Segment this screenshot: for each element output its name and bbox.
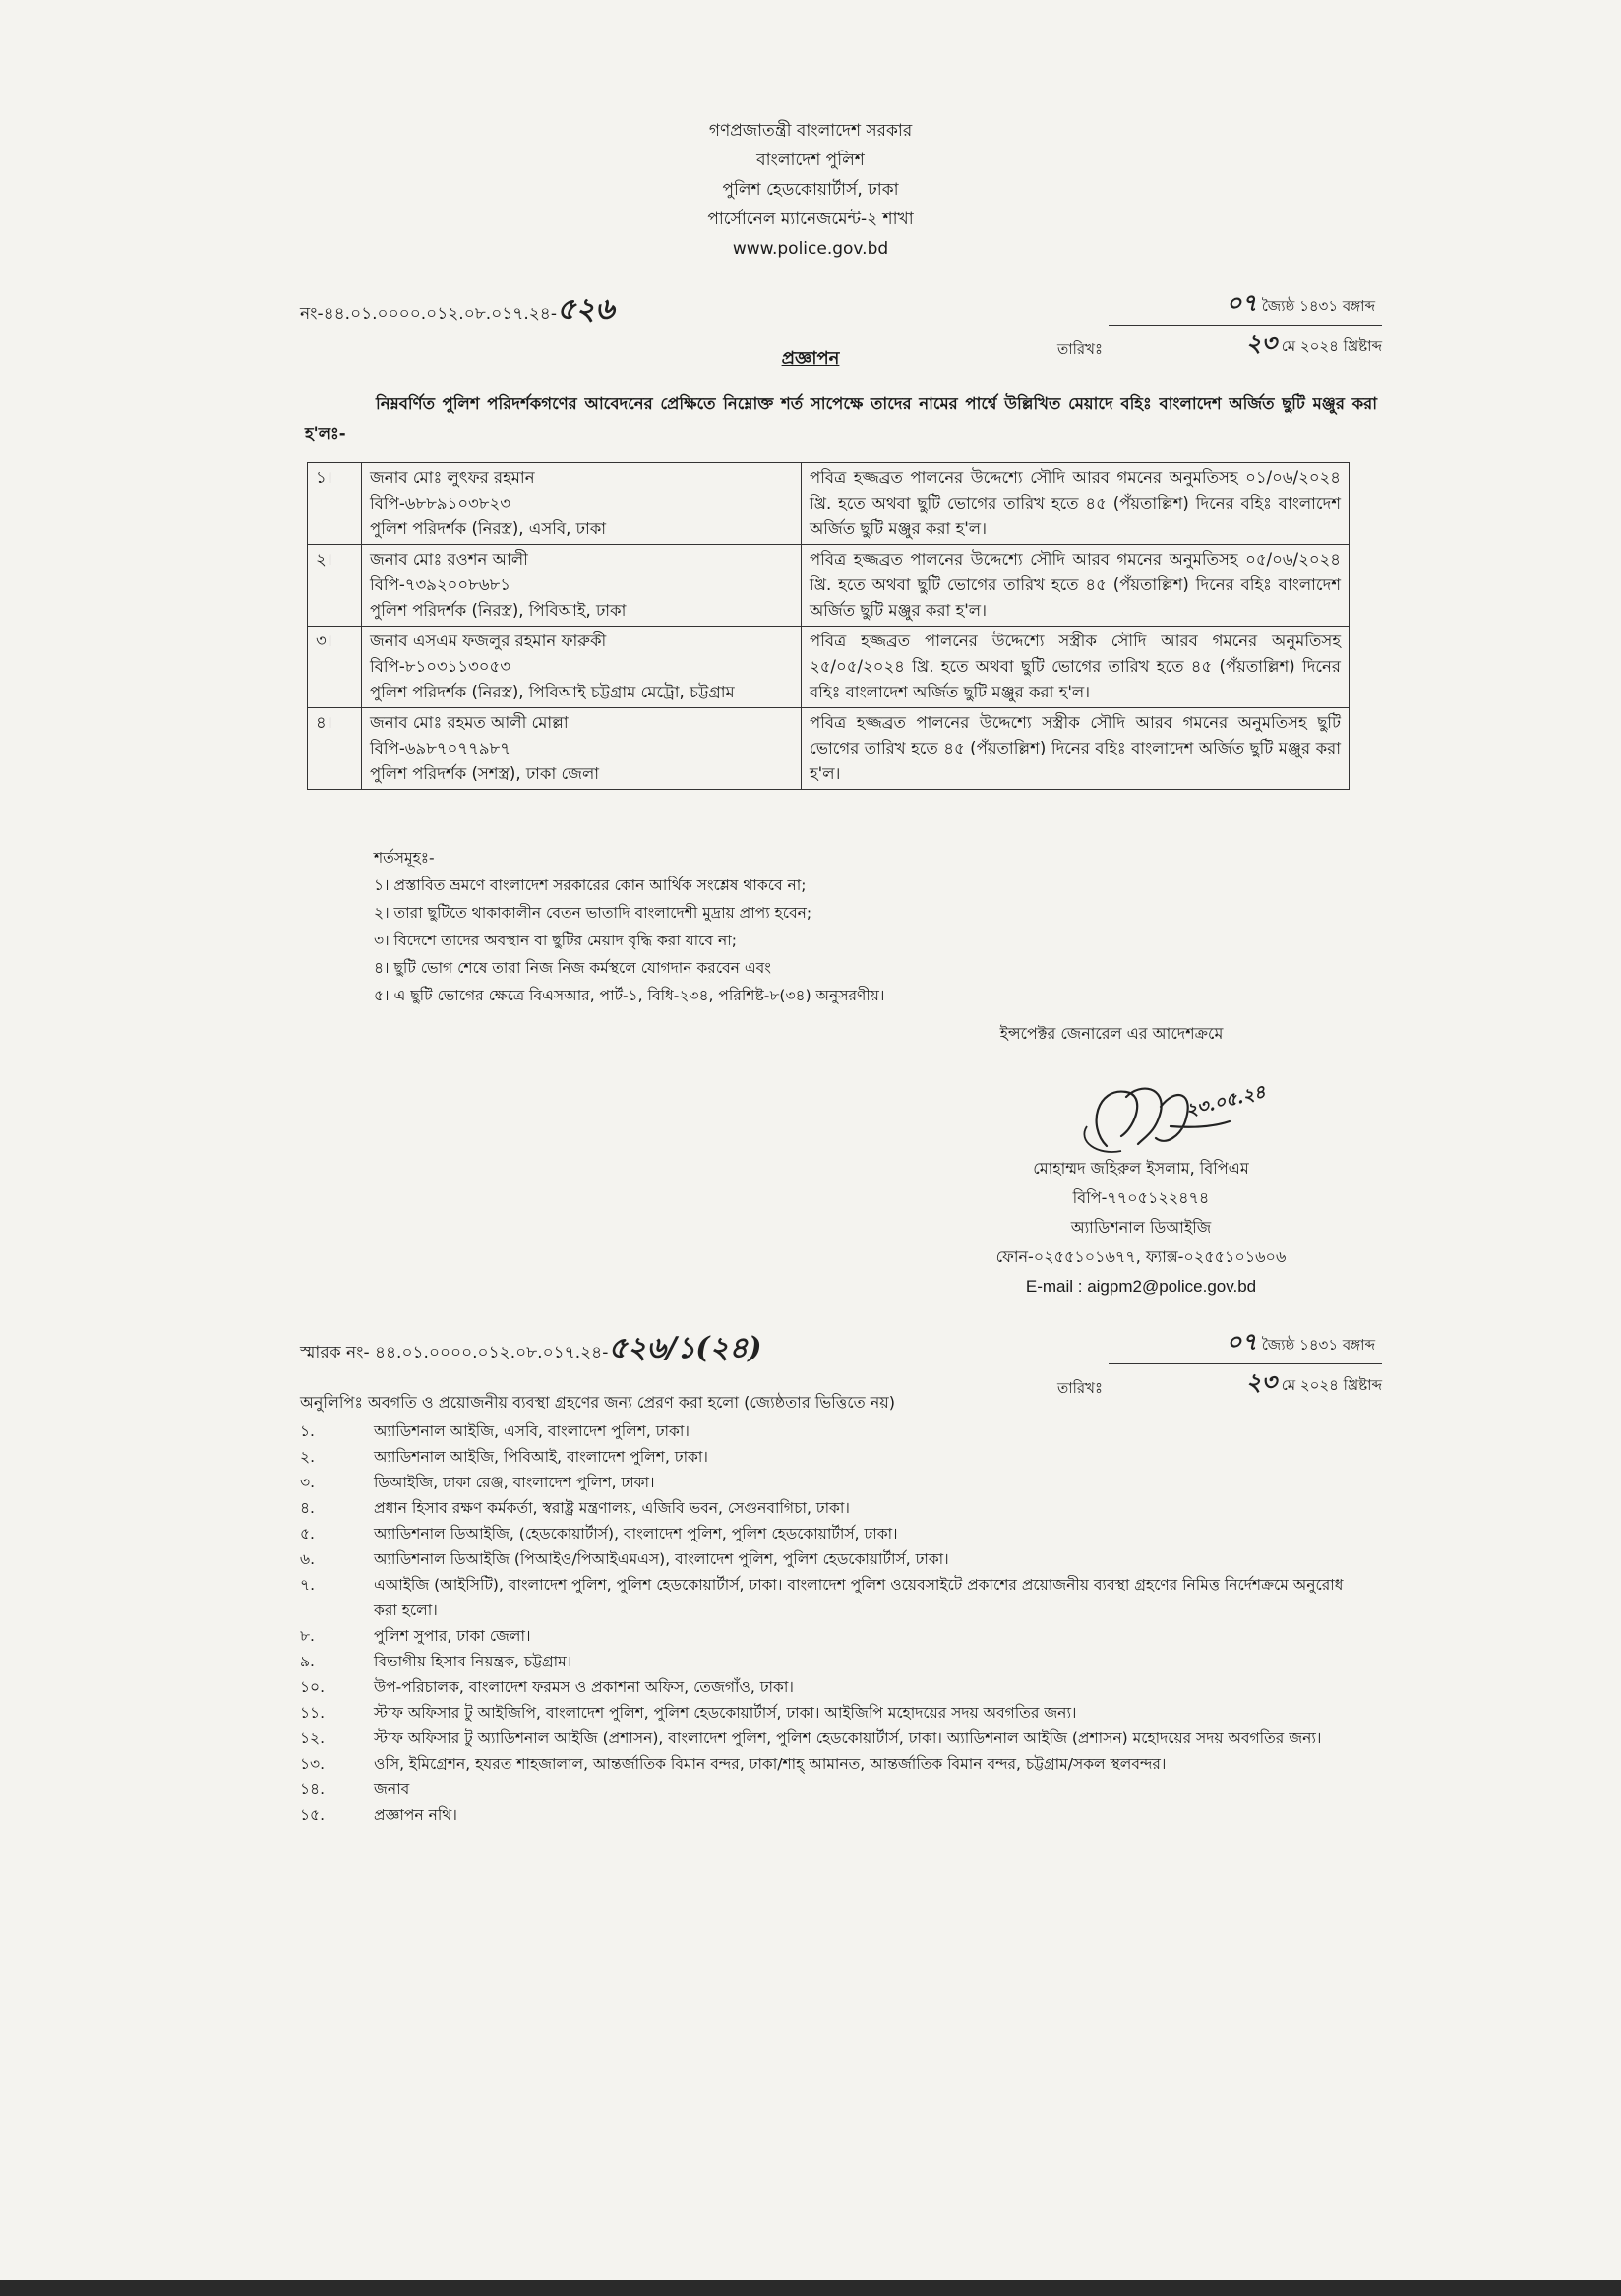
list-item-text: এআইজি (আইসিটি), বাংলাদেশ পুলিশ, পুলিশ হেডকোয়ার্টার্স, ঢাকা। বাংলাদেশ পুলিশ ওয়েবসাইটে প্রকাশের প্রয়োজনীয় ব্যবস্থা গ্রহণের নিমিত্ত নির্দেশক্রমে অনুরোধ করা হলো। [374, 1576, 1344, 1619]
list-item [300, 1802, 1382, 1828]
list-item-number: ১. [300, 1422, 315, 1440]
list-item-text: জনাব [374, 1781, 410, 1798]
list-item [300, 1419, 1382, 1444]
row-serial: ২। [308, 545, 362, 627]
list-item-text: প্রজ্ঞাপন নথি। [374, 1806, 457, 1824]
date2-label: তারিখঃ [1057, 1379, 1103, 1397]
officer-bp: বিপি-৬৯৮৭০৭৭৯৮৭ [370, 739, 510, 757]
branch-name: পার্সোনেল ম্যানেজমেন্ট-২ শাখা [707, 210, 914, 229]
distribution-list [300, 1419, 1382, 1828]
leave-table-wrap [307, 462, 1350, 790]
row-description: পবিত্র হজ্জব্রত পালনের উদ্দেশ্যে সস্ত্রীক সৌদি আরব গমনের অনুমতিসহ ২৫/০৫/২০২৪ খ্রি. হতে অথবা ছুটি ভোগের তারিখ হতে ৪৫ (পঁয়তাল্লিশ) দিনের বহিঃ বাংলাদেশ অর্জিত ছুটি মঞ্জুর করা হ'ল। [802, 627, 1350, 708]
list-item-number: ১৫. [300, 1806, 326, 1824]
date2-english: মে ২০২৪ খ্রিষ্টাব্দ [1281, 1376, 1382, 1394]
signatory-phone: ফোন-০২৫৫১০১৬৭৭, ফ্যাক্স-০২৫৫১০১৬০৬ [995, 1247, 1287, 1266]
condition-item: ২। তারা ছুটিতে থাকাকালীন বেতন ভাতাদি বাংলাদেশী মুদ্রায় প্রাপ্য হবেন; [374, 904, 812, 922]
signatory-designation: অ্যাডিশনাল ডিআইজি [1070, 1218, 1212, 1237]
list-item-text: উপ-পরিচালক, বাংলাদেশ ফরমস ও প্রকাশনা অফিস, তেজগাঁও, ঢাকা। [374, 1678, 794, 1696]
notice-title: প্রজ্ঞাপন [781, 348, 840, 369]
conditions [374, 844, 1003, 1009]
list-item [300, 1470, 1382, 1495]
officer-name: জনাব মোঃ লুৎফর রহমান [370, 468, 535, 487]
table-row [308, 708, 1350, 790]
list-item-text: পুলিশ সুপার, ঢাকা জেলা। [374, 1627, 531, 1645]
list-item-text: স্টাফ অফিসার টু অ্যাডিশনাল আইজি (প্রশাসন), বাংলাদেশ পুলিশ, পুলিশ হেডকোয়ার্টার্স, ঢাকা। অ্যাডিশনাল আইজি (প্রশাসন) মহোদয়ের সদয় অবগতির জন্য। [374, 1729, 1322, 1747]
officer-bp: বিপি-৮১০৩১১৩০৫৩ [370, 657, 510, 676]
table-row [308, 627, 1350, 708]
list-item [300, 1521, 1382, 1546]
signature-date: ২৩.০৫.২৪ [1183, 1081, 1268, 1121]
row-description: পবিত্র হজ্জব্রত পালনের উদ্দেশ্যে সস্ত্রীক সৌদি আরব গমনের অনুমতিসহ ছুটি ভোগের তারিখ হতে ৪৫ (পঁয়তাল্লিশ) দিনের বহিঃ বাংলাদেশ অর্জিত ছুটি মঞ্জুর করা হ'ল। [802, 708, 1350, 790]
list-item-number: ৩. [300, 1474, 316, 1491]
list-item-number: ৭. [300, 1576, 316, 1594]
govt-name: গণপ্রজাতন্ত্রী বাংলাদেশ সরকার [708, 121, 913, 141]
officer-bp: বিপি-৬৮৮৯১০৩৮২৩ [370, 494, 510, 513]
officer-post: পুলিশ পরিদর্শক (সশস্ত্র), ঢাকা জেলা [370, 764, 600, 783]
officer-name: জনাব মোঃ রওশন আলী [370, 550, 528, 569]
list-item [300, 1495, 1382, 1521]
scan-edge [0, 2280, 1621, 2296]
officer-post: পুলিশ পরিদর্শক (নিরস্ত্র), পিবিআই, ঢাকা [370, 601, 627, 620]
signatory-name: মোহাম্মদ জহিরুল ইসলাম, বিপিএম [1033, 1159, 1249, 1178]
list-item-number: ১১. [300, 1704, 326, 1722]
list-item [300, 1623, 1382, 1649]
leave-table-body [308, 463, 1350, 790]
list-item [300, 1777, 1382, 1802]
website-link[interactable]: www.police.gov.bd [732, 239, 889, 259]
list-item-number: ১০. [300, 1678, 326, 1696]
list-item-number: ৮. [300, 1627, 315, 1645]
order-line: ইন্সপেক্টর জেনারেল এর আদেশক্রমে [999, 1024, 1224, 1043]
row-description: পবিত্র হজ্জব্রত পালনের উদ্দেশ্যে সৌদি আরব গমনের অনুমতিসহ ০৫/০৬/২০২৪ খ্রি. হতে অথবা ছুটি ভোগের তারিখ হতে ৪৫ (পঁয়তাল্লিশ) দিনের বহিঃ বাংলাদেশ অর্জিত ছুটি মঞ্জুর করা হ'ল। [802, 545, 1350, 627]
list-item-text: বিভাগীয় হিসাব নিয়ন্ত্রক, চট্টগ্রাম। [374, 1653, 572, 1670]
memo-number-prefix: নং-৪৪.০১.০০০০.০১২.০৮.০১৭.২৪- [300, 304, 557, 324]
date-bangla: জ্যৈষ্ঠ ১৪৩১ বঙ্গাব্দ [1261, 297, 1375, 315]
memo-number [300, 292, 615, 329]
date2-bangla: জ্যৈষ্ঠ ১৪৩১ বঙ্গাব্দ [1261, 1336, 1375, 1354]
intro-paragraph: নিম্নবর্ণিত পুলিশ পরিদর্শকগণের আবেদনের প্রেক্ষিতে নিম্নোক্ত শর্ত সাপেক্ষে তাদের নামের পার্শ্বে উল্লিখিত মেয়াদে বহিঃ বাংলাদেশ অর্জিত ছুটি মঞ্জুর করা হ'লঃ- [305, 394, 1377, 443]
condition-item: ৫। এ ছুটি ভোগের ক্ষেত্রে বিএসআর, পার্ট-১, বিধি-২৩৪, পরিশিষ্ট-৮(৩৪) অনুসরণীয়। [374, 987, 885, 1004]
org-name: বাংলাদেশ পুলিশ [756, 151, 865, 170]
memo2-number [300, 1331, 762, 1367]
officer-bp: বিপি-৭৩৯২০০৮৬৮১ [370, 575, 510, 594]
list-item-text: স্টাফ অফিসার টু আইজিপি, বাংলাদেশ পুলিশ, পুলিশ হেডকোয়ার্টার্স, ঢাকা। আইজিপি মহোদয়ের সদয় অবগতির জন্য। [374, 1704, 1077, 1722]
officer-name: জনাব এসএম ফজলুর রহমান ফারুকী [370, 632, 607, 650]
leave-table [307, 462, 1350, 790]
row-serial: ৪। [308, 708, 362, 790]
list-item [300, 1649, 1382, 1674]
list-item-text: প্রধান হিসাব রক্ষণ কর্মকর্তা, স্বরাষ্ট্র মন্ত্রণালয়, এজিবি ভবন, সেগুনবাগিচা, ঢাকা। [374, 1499, 850, 1517]
signature-scribble [1067, 1067, 1303, 1166]
date2-bangla-day: ০৭ [1226, 1327, 1257, 1356]
table-row [308, 545, 1350, 627]
officer-name: জনাব মোঃ রহমত আলী মোল্লা [370, 713, 569, 732]
date-label: তারিখঃ [1057, 340, 1103, 358]
list-item-number: ১৪. [300, 1781, 326, 1798]
date2-english-day: ২৩ [1245, 1367, 1277, 1396]
memo2-number-prefix: স্মারক নং- ৪৪.০১.০০০০.০১২.০৮.০১৭.২৪- [300, 1343, 609, 1362]
date-english-day: ২৩ [1245, 329, 1277, 357]
list-item-text: অ্যাডিশনাল ডিআইজি (পিআইও/পিআইএমএস), বাংলাদেশ পুলিশ, পুলিশ হেডকোয়ার্টার্স, ঢাকা। [374, 1550, 949, 1568]
signature-block [915, 1154, 1367, 1301]
row-officer [362, 627, 802, 708]
list-item-number: ৯. [300, 1653, 315, 1670]
list-item-text: অ্যাডিশনাল ডিআইজি, (হেডকোয়ার্টার্স), বাংলাদেশ পুলিশ, পুলিশ হেডকোয়ার্টার্স, ঢাকা। [374, 1525, 898, 1542]
copy-intro: অনুলিপিঃ অবগতি ও প্রয়োজনীয় ব্যবস্থা গ্রহণের জন্য প্রেরণ করা হলো (জ্যেষ্ঠতার ভিত্তিতে নয়) [300, 1393, 895, 1412]
signatory-email[interactable]: E-mail : aigpm2@police.gov.bd [1025, 1277, 1257, 1296]
list-item-text: ডিআইজি, ঢাকা রেঞ্জ, বাংলাদেশ পুলিশ, ঢাকা। [374, 1474, 655, 1491]
list-item-number: ৫. [300, 1525, 315, 1542]
list-item [300, 1725, 1382, 1751]
office-name: পুলিশ হেডকোয়ার্টার্স, ঢাকা [722, 180, 899, 200]
officer-post: পুলিশ পরিদর্শক (নিরস্ত্র), পিবিআই চট্টগ্রাম মেট্রো, চট্টগ্রাম [370, 683, 735, 701]
signature-graphic [1067, 1067, 1303, 1166]
row-serial: ১। [308, 463, 362, 545]
list-item-number: ১৩. [300, 1755, 326, 1773]
row-officer [362, 545, 802, 627]
list-item [300, 1444, 1382, 1470]
date-bangla-day: ০৭ [1226, 288, 1257, 317]
condition-item: ৪। ছুটি ভোগ শেষে তারা নিজ নিজ কর্মস্থলে যোগদান করবেন এবং [374, 959, 771, 977]
list-item [300, 1751, 1382, 1777]
conditions-heading: শর্তসমূহঃ- [374, 849, 435, 867]
list-item [300, 1674, 1382, 1700]
list-item-text: অ্যাডিশনাল আইজি, পিবিআই, বাংলাদেশ পুলিশ, ঢাকা। [374, 1448, 708, 1466]
condition-item: ১। প্রস্তাবিত ভ্রমণে বাংলাদেশ সরকারের কোন আর্থিক সংশ্লেষ থাকবে না; [374, 876, 807, 894]
officer-post: পুলিশ পরিদর্শক (নিরস্ত্র), এসবি, ঢাকা [370, 519, 607, 538]
list-item-text: ওসি, ইমিগ্রেশন, হযরত শাহজালাল, আন্তর্জাতিক বিমান বন্দর, ঢাকা/শাহ্ আমানত, আন্তর্জাতিক বিমান বন্দর, চট্টগ্রাম/সকল স্থলবন্দর। [374, 1755, 1167, 1773]
list-item-number: ৬. [300, 1550, 316, 1568]
list-item-text: অ্যাডিশনাল আইজি, এসবি, বাংলাদেশ পুলিশ, ঢাকা। [374, 1422, 690, 1440]
row-description: পবিত্র হজ্জব্রত পালনের উদ্দেশ্যে সৌদি আরব গমনের অনুমতিসহ ০১/০৬/২০২৪ খ্রি. হতে অথবা ছুটি ভোগের তারিখ হতে ৪৫ (পঁয়তাল্লিশ) দিনের বহিঃ বাংলাদেশ অর্জিত ছুটি মঞ্জুর করা হ'ল। [802, 463, 1350, 545]
row-officer [362, 463, 802, 545]
list-item-number: ১২. [300, 1729, 326, 1747]
memo-number-handwritten: ৫২৬ [556, 292, 615, 327]
list-item [300, 1546, 1382, 1572]
date-english: মে ২০২৪ খ্রিষ্টাব্দ [1281, 337, 1382, 355]
row-serial: ৩। [308, 627, 362, 708]
list-item [300, 1700, 1382, 1725]
list-item-number: ৪. [300, 1499, 315, 1517]
list-item [300, 1572, 1382, 1623]
condition-item: ৩। বিদেশে তাদের অবস্থান বা ছুটির মেয়াদ বৃদ্ধি করা যাবে না; [374, 932, 737, 949]
list-item-number: ২. [300, 1448, 316, 1466]
memo2-number-handwritten: ৫২৬/১(২৪) [608, 1331, 762, 1365]
table-row [308, 463, 1350, 545]
row-officer [362, 708, 802, 790]
letterhead [0, 116, 1621, 264]
signatory-bp: বিপি-৭৭০৫১২২৪৭৪ [1072, 1188, 1210, 1207]
